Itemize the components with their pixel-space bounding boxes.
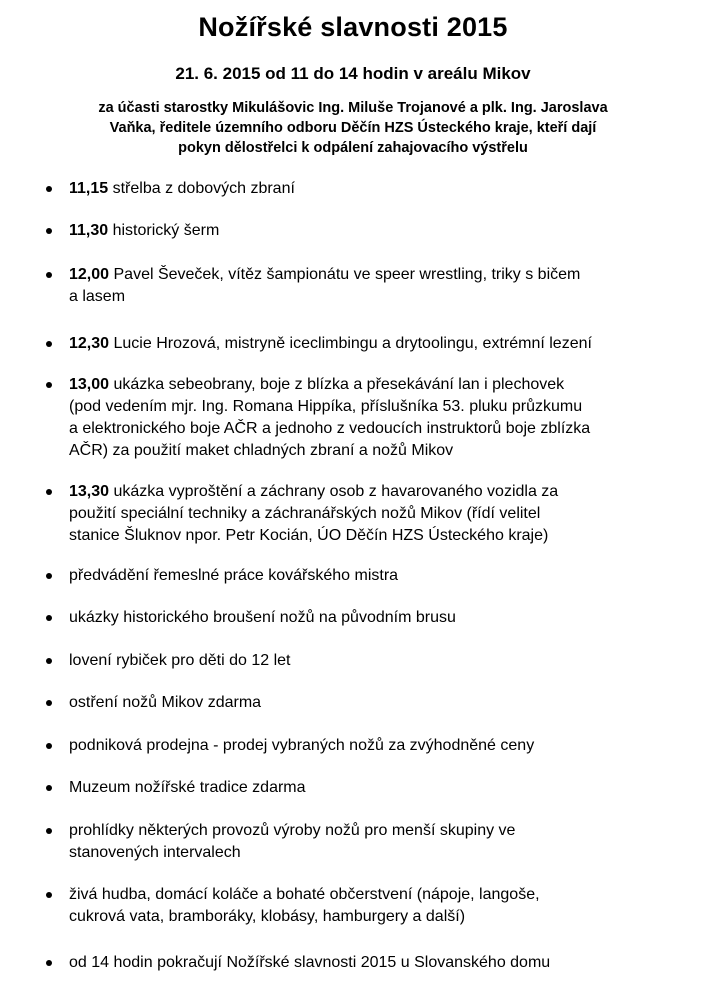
event-date-location: 21. 6. 2015 od 11 do 14 hodin v areálu Mikov — [175, 64, 531, 83]
bullet-icon — [46, 743, 52, 749]
program-description: cukrová vata, bramboráky, klobásy, hamburgery a další) — [69, 908, 466, 925]
program-item-text — [69, 884, 669, 928]
program-description: (pod vedením mjr. Ing. Romana Hippíka, příslušníka 53. pluku průzkumu — [69, 398, 583, 415]
program-item-text — [69, 692, 669, 714]
program-item-text — [69, 333, 669, 355]
program-description: ukázka vyproštění a záchrany osob z havarovaného vozidla za — [109, 483, 559, 500]
program-time: 11,15 — [69, 180, 109, 197]
program-description: podniková prodejna - prodej vybraných nožů za zvýhodněné ceny — [69, 737, 535, 754]
bullet-icon — [46, 892, 52, 898]
intro-line: pokyn dělostřelci k odpálení zahajovacího výstřelu — [178, 140, 528, 156]
program-item-text — [69, 735, 669, 757]
program-time: 12,00 — [69, 266, 110, 283]
bullet-icon — [46, 785, 52, 791]
program-time: 13,30 — [69, 483, 110, 500]
program-description: prohlídky některých provozů výroby nožů pro menší skupiny ve — [69, 822, 516, 839]
bullet-icon — [46, 573, 52, 579]
program-item-text — [69, 264, 669, 308]
program-description: AČR) za použití maket chladných zbraní a nožů Mikov — [69, 442, 454, 459]
program-item-text — [69, 952, 669, 974]
intro-paragraph — [60, 98, 646, 158]
bullet-icon — [46, 489, 52, 495]
bullet-icon — [46, 828, 52, 834]
program-description: historický šerm — [108, 222, 220, 239]
bullet-icon — [46, 186, 52, 192]
program-item-text — [69, 565, 669, 587]
bullet-icon — [46, 228, 52, 234]
program-description: lovení rybiček pro děti do 12 let — [69, 652, 291, 669]
bullet-icon — [46, 272, 52, 278]
bullet-icon — [46, 382, 52, 388]
program-description: a elektronického boje AČR a jednoho z vedoucích instruktorů boje zblízka — [69, 420, 591, 437]
program-description: stanovených intervalech — [69, 844, 241, 861]
program-item-text — [69, 650, 669, 672]
program-time: 12,30 — [69, 335, 110, 352]
bullet-icon — [46, 658, 52, 664]
program-description: předvádění řemeslné práce kovářského mistra — [69, 567, 399, 584]
program-item-text — [69, 374, 669, 462]
program-description: použití speciální techniky a záchranářských nožů Mikov (řídí velitel — [69, 505, 541, 522]
program-item-text — [69, 481, 669, 547]
program-description: střelba z dobových zbraní — [108, 180, 295, 197]
program-description: živá hudba, domácí koláče a bohaté občerstvení (nápoje, langoše, — [69, 886, 540, 903]
program-description: ukázka sebeobrany, boje z blízka a přesekávání lan i plechovek — [109, 376, 565, 393]
program-time: 13,00 — [69, 376, 110, 393]
program-item-text — [69, 607, 669, 629]
program-description: Muzeum nožířské tradice zdarma — [69, 779, 306, 796]
bullet-icon — [46, 700, 52, 706]
program-description: Lucie Hrozová, mistryně iceclimbingu a drytoolingu, extrémní lezení — [109, 335, 592, 352]
program-description: ostření nožů Mikov zdarma — [69, 694, 262, 711]
document-title: Nožířské slavnosti 2015 — [198, 12, 508, 42]
program-time: 11,30 — [69, 222, 109, 239]
program-description: ukázky historického broušení nožů na původním brusu — [69, 609, 456, 626]
program-description: a lasem — [69, 288, 126, 305]
intro-line: Vaňka, ředitele územního odboru Děčín HZS Ústeckého kraje, kteří dají — [109, 120, 597, 136]
program-description: Pavel Ševeček, vítěz šampionátu ve speer wrestling, triky s bičem — [109, 266, 581, 283]
bullet-icon — [46, 615, 52, 621]
program-item-text — [69, 220, 669, 242]
intro-line: za účasti starostky Mikulášovic Ing. Miluše Trojanové a plk. Ing. Jaroslava — [98, 100, 608, 116]
program-item-text — [69, 820, 669, 864]
bullet-icon — [46, 341, 52, 347]
program-item-text — [69, 178, 669, 200]
program-description: od 14 hodin pokračují Nožířské slavnosti 2015 u Slovanského domu — [69, 954, 551, 971]
program-item-text — [69, 777, 669, 799]
bullet-icon — [46, 960, 52, 966]
program-description: stanice Šluknov npor. Petr Kocián, ÚO Děčín HZS Ústeckého kraje) — [69, 527, 549, 544]
